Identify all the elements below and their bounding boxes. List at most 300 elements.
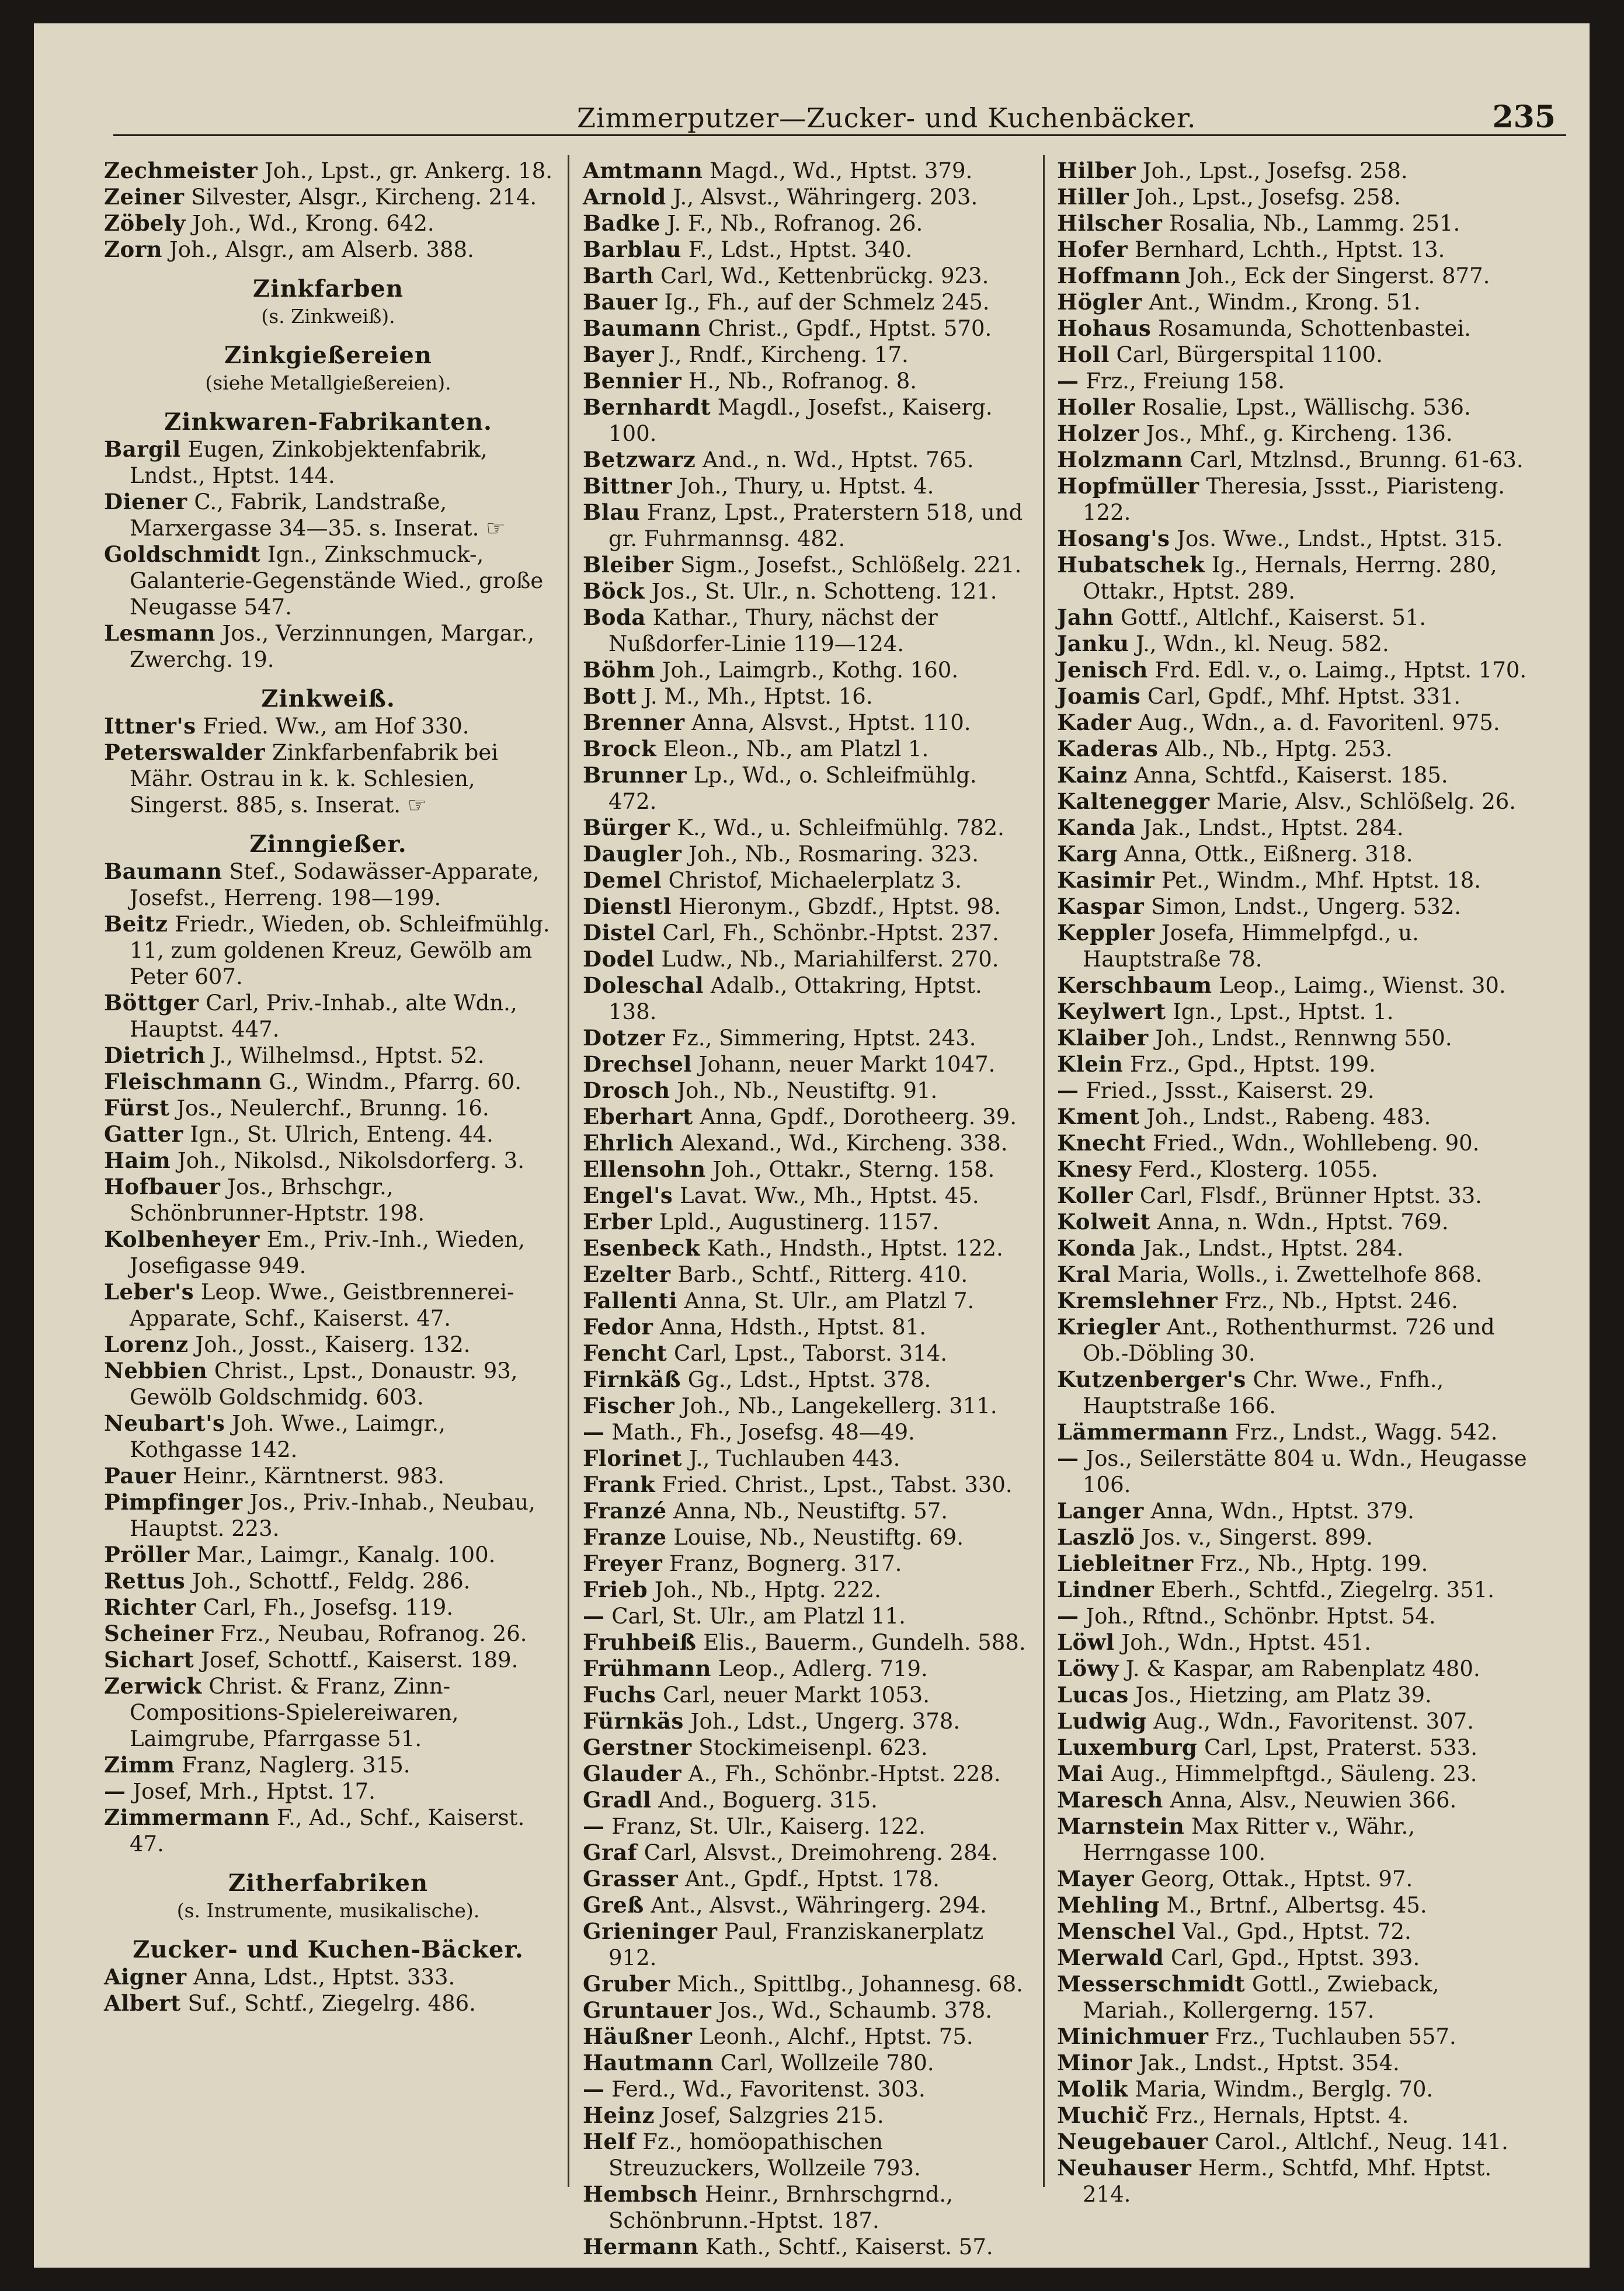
directory-entry <box>1057 1656 1535 1682</box>
entry-name: Häußner <box>583 2024 693 2049</box>
directory-entry <box>583 894 1030 920</box>
directory-entry <box>583 2181 1030 2234</box>
section-cross-reference: (s. Instrumente, musikalische). <box>176 1899 480 1922</box>
entry-name: — <box>583 1813 605 1839</box>
entry-name: Franze <box>583 1524 667 1550</box>
entry-details: Joh., Wd., Krong. 642. <box>185 211 434 236</box>
entry-name: Hiller <box>1057 184 1129 210</box>
entry-name: Betzwarz <box>583 447 696 472</box>
entry-name: Firnkäß <box>583 1367 681 1392</box>
entry-details: Lpld., Augustinerg. 1157. <box>652 1209 940 1235</box>
directory-entry <box>1057 683 1535 710</box>
directory-entry <box>1057 1971 1535 2024</box>
directory-entry <box>583 1761 1030 1787</box>
directory-entry <box>583 1787 1030 1813</box>
directory-entry <box>1057 447 1535 473</box>
entry-details: Jak., Lndst., Hptst. 284. <box>1136 815 1404 840</box>
directory-entry <box>104 1752 552 1778</box>
entry-details: Leonh., Alchf., Hptst. 75. <box>692 2024 973 2049</box>
entry-name: Doleschal <box>583 972 704 998</box>
entry-name: Böck <box>583 578 645 604</box>
entry-details: Lp., Wd., o. Schleifmühlg. 472. <box>608 763 977 814</box>
entry-details: Anna, Alsvst., Hptst. 110. <box>684 710 971 735</box>
entry-details: Jos., Priv.-Inhab., Neubau, Hauptst. 223. <box>130 1490 535 1541</box>
column-divider <box>568 155 569 2187</box>
directory-entry <box>1057 2102 1535 2129</box>
entry-details: Sigm., Josefst., Schlößelg. 221. <box>673 552 1022 578</box>
directory-entry <box>1057 526 1535 552</box>
directory-entry <box>1057 1261 1535 1288</box>
entry-name: Sichart <box>104 1647 194 1673</box>
entry-details: Franz, Bognerg. 317. <box>662 1551 902 1576</box>
directory-entry <box>1057 210 1535 237</box>
entry-name: Molik <box>1057 2076 1128 2102</box>
directory-entry <box>1057 1787 1535 1813</box>
entry-name: Ehrlich <box>583 1130 674 1156</box>
directory-entry <box>1057 762 1535 788</box>
entry-details: Gottf., Altlchf., Kaiserst. 51. <box>1114 605 1427 630</box>
directory-entry <box>583 1367 1030 1393</box>
entry-details: Joh., Thury, u. Hptst. 4. <box>672 474 934 499</box>
entry-details: Jos., Neulerchf., Brunng. 16. <box>169 1096 489 1121</box>
directory-entry <box>583 1472 1030 1498</box>
entry-details: Herm., Schtfd, Mhf. Hptst. 214. <box>1083 2156 1492 2207</box>
directory-entry <box>583 946 1030 972</box>
entry-name: Löwl <box>1057 1629 1115 1655</box>
entry-name: Keylwert <box>1057 999 1166 1024</box>
entry-name: Lindner <box>1057 1577 1154 1602</box>
entry-name: Liebleitner <box>1057 1550 1194 1576</box>
section-heading: Zinngießer. <box>249 830 407 858</box>
entry-name: Kriegler <box>1057 1314 1160 1340</box>
entry-name: Zimm <box>104 1752 175 1778</box>
directory-entry <box>583 237 1030 263</box>
directory-entry <box>104 1778 552 1805</box>
entry-name: Hilber <box>1057 158 1136 183</box>
entry-name: Gerstner <box>583 1734 692 1760</box>
entry-name: — <box>1057 1077 1079 1103</box>
entry-details: Anna, Alsv., Neuwien 366. <box>1163 1788 1457 1813</box>
section-heading: Zinkgießereien <box>224 342 432 369</box>
entry-details: Ant., Windm., Krong. 51. <box>1142 290 1421 315</box>
directory-entry <box>583 736 1030 762</box>
entry-details: Frd. Edl. v., o. Laimg., Hptst. 170. <box>1147 658 1527 683</box>
entry-details: Val., Gpd., Hptst. 72. <box>1176 1919 1411 1944</box>
entry-name: Pimpfinger <box>104 1489 243 1515</box>
entry-name: Gruntauer <box>583 1997 712 2023</box>
entry-name: Brock <box>583 736 657 762</box>
entry-name: Holler <box>1057 394 1135 420</box>
directory-entry <box>1057 1708 1535 1734</box>
entry-name: Fürst <box>104 1095 170 1121</box>
entry-details: F., Ldst., Hptst. 340. <box>681 237 912 262</box>
directory-entry <box>1057 736 1535 762</box>
directory-entry <box>104 1121 552 1148</box>
directory-entry <box>104 739 552 818</box>
entry-name: Helf <box>583 2129 636 2154</box>
directory-entry <box>104 1174 552 1226</box>
entry-details: Joh., Nikolsd., Nikolsdorferg. 3. <box>171 1148 524 1173</box>
entry-details: Alexand., Wd., Kircheng. 338. <box>673 1131 1008 1156</box>
entry-details: A., Fh., Schönbr.-Hptst. 228. <box>681 1761 1001 1786</box>
entry-name: Engel's <box>583 1183 673 1208</box>
entry-name: Florinet <box>583 1445 683 1471</box>
entry-details: Aug., Himmelpftgd., Säuleng. 23. <box>1104 1761 1477 1786</box>
entry-details: Carl, neuer Markt 1053. <box>656 1682 930 1708</box>
directory-entry <box>583 1156 1030 1183</box>
entry-name: Böttger <box>104 990 199 1016</box>
entry-name: Maresch <box>1057 1787 1163 1813</box>
entry-details: Franz, St. Ulr., Kaiserg. 122. <box>604 1814 926 1839</box>
entry-details: Eugen, Zinkobjektenfabrik, Lndst., Hptst. 144. <box>130 437 488 488</box>
entry-details: Jos., Seilerstätte 804 u. Wdn., Heugasse 106. <box>1079 1446 1527 1497</box>
entry-details: Carl, St. Ulr., am Platzl 11. <box>604 1604 906 1629</box>
directory-entry <box>583 1498 1030 1524</box>
directory-entry <box>583 1734 1030 1761</box>
entry-name: Klaiber <box>1057 1025 1149 1051</box>
entry-name: Dienstl <box>583 894 672 919</box>
entry-name: Hopfmüller <box>1057 473 1199 499</box>
entry-name: Drosch <box>583 1077 670 1103</box>
entry-name: Drechsel <box>583 1051 692 1077</box>
entry-details: Frz., Lndst., Wagg. 542. <box>1228 1420 1498 1445</box>
entry-details: J., Tuchlauben 443. <box>682 1446 900 1471</box>
entry-details: Adalb., Ottakring, Hptst. 138. <box>608 973 982 1024</box>
entry-details: Maria, Windm., Berglg. 70. <box>1128 2077 1434 2102</box>
entry-details: Joh., Nb., Langekellerg. 311. <box>674 1393 997 1419</box>
directory-entry <box>583 1577 1030 1603</box>
directory-entry <box>1057 1314 1535 1367</box>
directory-entry <box>1057 342 1535 368</box>
entry-details: Math., Fh., Josefsg. 48—49. <box>604 1420 915 1445</box>
entry-details: Eleon., Nb., am Platzl 1. <box>656 736 929 762</box>
entry-details: J., Alsvst., Währingerg. 203. <box>666 185 978 210</box>
directory-entry <box>583 710 1030 736</box>
entry-details: Christof, Michaelerplatz 3. <box>661 868 962 893</box>
entry-name: Heinz <box>583 2102 655 2128</box>
directory-entry <box>583 1025 1030 1051</box>
directory-entry <box>104 1095 552 1121</box>
directory-entry <box>104 858 552 911</box>
entry-details: J. & Kaspar, am Rabenplatz 480. <box>1119 1656 1480 1681</box>
directory-entry <box>1057 972 1535 999</box>
entry-name: Leber's <box>104 1279 194 1305</box>
entry-details: Carl, Flsdf., Brünner Hptst. 33. <box>1133 1183 1482 1208</box>
directory-entry <box>1057 1866 1535 1892</box>
directory-entry <box>1057 1051 1535 1077</box>
directory-entry <box>1057 1813 1535 1866</box>
entry-details: Joh., Laimgrb., Kothg. 160. <box>655 658 959 683</box>
directory-entry <box>1057 1367 1535 1419</box>
entry-name: Menschel <box>1057 1918 1176 1944</box>
entry-name: Böhm <box>583 657 656 683</box>
entry-name: Luxemburg <box>1057 1734 1198 1760</box>
directory-entry <box>1057 1235 1535 1261</box>
directory-entry <box>583 1603 1030 1629</box>
entry-details: Carl, Wollzeile 780. <box>713 2050 934 2076</box>
directory-entry <box>1057 710 1535 736</box>
entry-details: Carl, Lpst., Taborst. 314. <box>667 1341 948 1366</box>
entry-details: And., Boguerg. 315. <box>651 1788 878 1813</box>
entry-details: M., Brtnf., Albertsg. 45. <box>1159 1893 1427 1918</box>
directory-entry <box>104 1964 552 1990</box>
entry-details: Ign., Lpst., Hptst. 1. <box>1166 999 1394 1024</box>
entry-name: Brunner <box>583 762 687 788</box>
entry-details: Christ., Lpst., Donaustr. 93, Gewölb Goldschmidg. 603. <box>130 1358 518 1410</box>
entry-name: Bayer <box>583 342 655 367</box>
entry-name: Daugler <box>583 841 682 867</box>
entry-name: Baumann <box>583 315 701 341</box>
directory-entry <box>583 1550 1030 1577</box>
entry-details: Kathar., Thury, nächst der Nußdorfer-Linie 119—124. <box>608 605 938 656</box>
entry-name: Fürnkäs <box>583 1708 684 1734</box>
directory-entry <box>1057 315 1535 342</box>
entry-name: Joamis <box>1057 683 1141 709</box>
entry-details: Mich., Spittlbg., Johannesg. 68. <box>670 1972 1023 1997</box>
directory-entry <box>583 184 1030 210</box>
directory-entry <box>583 499 1030 552</box>
entry-details: Fried. Christ., Lpst., Tabst. 330. <box>655 1472 1013 1497</box>
directory-entry <box>1057 289 1535 315</box>
entry-name: Lucas <box>1057 1682 1129 1708</box>
entry-details: Rosalia, Nb., Lammg. 251. <box>1162 211 1460 236</box>
entry-details: Joh., Lpst., gr. Ankerg. 18. <box>258 158 552 183</box>
entry-name: Erber <box>583 1209 653 1235</box>
entry-details: Gottl., Zwieback, Mariah., Kollergerng. 157. <box>1083 1972 1439 2023</box>
entry-details: Fried. Ww., am Hof 330. <box>196 714 470 739</box>
entry-name: Fallenti <box>583 1288 677 1313</box>
entry-details: Anna, Ottk., Eißnerg. 318. <box>1117 842 1413 867</box>
entry-name: Ludwig <box>1057 1708 1147 1734</box>
directory-entry <box>583 158 1030 184</box>
entry-details: J. F., Nb., Rofranog. 26. <box>660 211 923 236</box>
entry-details: Mar., Laimgr., Kanalg. 100. <box>189 1542 496 1567</box>
directory-entry <box>1057 1603 1535 1629</box>
entry-name: Langer <box>1057 1498 1144 1524</box>
entry-details: Joh. Wwe., Laimgr., Kothgasse 142. <box>130 1411 446 1462</box>
entry-name: Muchič <box>1057 2102 1149 2128</box>
directory-entry <box>1057 657 1535 683</box>
entry-details: Frz., Nb., Hptst. 246. <box>1218 1288 1458 1313</box>
directory-entry <box>583 841 1030 867</box>
entry-details: Josefa, Himmelpfgd., u. Hauptstraße 78. <box>1083 920 1419 972</box>
column-1 <box>104 158 552 2017</box>
directory-entry <box>1057 1025 1535 1051</box>
directory-entry <box>583 1629 1030 1656</box>
entry-details: Carl, Fh., Josefsg. 119. <box>196 1595 454 1620</box>
entry-name: Kutzenberger's <box>1057 1367 1246 1392</box>
entry-details: F., Ad., Schf., Kaiserst. 47. <box>130 1805 525 1857</box>
directory-entry <box>104 911 552 990</box>
entry-name: — <box>583 1603 605 1629</box>
directory-entry <box>583 263 1030 289</box>
directory-entry <box>1057 1183 1535 1209</box>
directory-entry <box>1057 2155 1535 2207</box>
entry-name: Koller <box>1057 1183 1133 1208</box>
entry-details: Gg., Ldst., Hptst. 378. <box>680 1367 931 1392</box>
directory-entry <box>104 1463 552 1489</box>
entry-name: Jenisch <box>1057 657 1148 683</box>
entry-name: Zorn <box>104 237 163 262</box>
directory-entry <box>104 489 552 541</box>
entry-details: Heinr., Brnhrschgrnd., Schönbrunn.-Hptst. 187. <box>608 2182 953 2233</box>
entry-name: Janku <box>1057 631 1129 656</box>
entry-name: Holzmann <box>1057 447 1183 472</box>
entry-details: Simon, Lndst., Ungerg. 532. <box>1144 894 1462 919</box>
entry-details: Ig., Hernals, Herrng. 280, Ottakr., Hptst. 289. <box>1083 552 1497 604</box>
entry-name: Arnold <box>583 184 666 210</box>
entry-details: Anna, Schtfd., Kaiserst. 185. <box>1127 763 1448 788</box>
page-header <box>34 79 1590 135</box>
entry-name: Barblau <box>583 237 682 262</box>
section-heading: Zinkwaren-Fabrikanten. <box>164 408 492 436</box>
entry-name: Bittner <box>583 473 672 499</box>
entry-name: Kaderas <box>1057 736 1159 762</box>
entry-details: Theresia, Jssst., Piaristeng. 122. <box>1083 474 1505 525</box>
directory-entry <box>583 1813 1030 1840</box>
entry-name: Fleischmann <box>104 1069 262 1094</box>
entry-details: Barb., Schtf., Ritterg. 410. <box>670 1262 968 1287</box>
entry-details: Jak., Lndst., Hptst. 284. <box>1136 1236 1404 1261</box>
entry-name: Eberhart <box>583 1104 693 1129</box>
directory-page <box>34 23 1590 2268</box>
directory-entry <box>1057 1288 1535 1314</box>
entry-name: Kolbenheyer <box>104 1226 260 1252</box>
entry-name: Karg <box>1057 841 1118 867</box>
entry-details: Carl, Lpst, Praterst. 533. <box>1197 1735 1477 1760</box>
directory-entry <box>104 541 552 620</box>
directory-entry <box>1057 999 1535 1025</box>
entry-details: C., Fabrik, Landstraße, Marxergasse 34—35. s. Inserat. ☞ <box>130 489 506 541</box>
directory-entry <box>104 1673 552 1752</box>
directory-entry <box>1057 473 1535 526</box>
entry-name: Hohaus <box>1057 315 1152 341</box>
entry-details: Joh., Ottakr., Sterng. 158. <box>705 1157 995 1182</box>
entry-details: K., Wd., u. Schleifmühlg. 782. <box>670 815 1004 840</box>
entry-details: Frz., Gpd., Hptst. 199. <box>1123 1052 1376 1077</box>
directory-entry <box>1057 920 1535 972</box>
entry-name: Esenbeck <box>583 1235 701 1261</box>
entry-name: Zöbely <box>104 210 186 236</box>
entry-name: Franzé <box>583 1498 667 1524</box>
entry-details: Alb., Nb., Hptg. 253. <box>1158 736 1393 762</box>
entry-name: Grasser <box>583 1866 679 1892</box>
entry-details: Georg, Ottak., Hptst. 97. <box>1133 1866 1413 1892</box>
entry-details: Carl, Wd., Kettenbrückg. 923. <box>653 263 989 288</box>
entry-name: Ittner's <box>104 713 196 739</box>
entry-name: Aigner <box>104 1964 187 1990</box>
directory-entry <box>583 1209 1030 1235</box>
directory-entry <box>583 342 1030 368</box>
entry-name: Hofer <box>1057 237 1128 262</box>
entry-details: Carl, Bürgerspital 1100. <box>1109 342 1383 367</box>
entry-name: Goldschmidt <box>104 541 261 567</box>
section-heading: Zucker- und Kuchen-Bäcker. <box>133 1936 524 1963</box>
directory-entry <box>1057 1892 1535 1918</box>
directory-entry <box>1057 184 1535 210</box>
directory-entry <box>1057 894 1535 920</box>
directory-entry <box>1057 1577 1535 1603</box>
directory-entry <box>583 1288 1030 1314</box>
entry-name: Konda <box>1057 1235 1136 1261</box>
entry-name: Amtmann <box>583 158 703 183</box>
section-heading: Zitherfabriken <box>228 1869 429 1897</box>
entry-details: Hieronym., Gbzdf., Hptst. 98. <box>672 894 1001 919</box>
entry-name: — <box>583 2076 605 2102</box>
entry-name: Graf <box>583 1840 637 1865</box>
entry-name: Hembsch <box>583 2181 698 2207</box>
directory-entry <box>583 210 1030 237</box>
entry-name: Scheiner <box>104 1621 214 1646</box>
directory-entry <box>583 2024 1030 2050</box>
directory-entry <box>104 237 552 263</box>
column-2 <box>583 158 1030 2260</box>
entry-details: Josef, Schottf., Kaiserst. 189. <box>194 1647 519 1673</box>
directory-entry <box>104 1226 552 1279</box>
entry-name: Löwy <box>1057 1656 1119 1681</box>
entry-name: Merwald <box>1057 1945 1164 1970</box>
entry-name: Frühmann <box>583 1656 711 1681</box>
entry-details: Stef., Sodawässer-Apparate, Josefst., Herreng. 198—199. <box>130 859 540 910</box>
entry-name: Kanda <box>1057 815 1136 840</box>
entry-details: Anna, Wdn., Hptst. 379. <box>1143 1499 1414 1524</box>
entry-name: Demel <box>583 867 662 893</box>
entry-name: Frank <box>583 1472 656 1497</box>
entry-name: Zechmeister <box>104 158 258 183</box>
entry-name: Albert <box>104 1990 181 2016</box>
entry-name: Fuchs <box>583 1682 656 1708</box>
directory-entry <box>583 867 1030 894</box>
directory-entry <box>1057 2050 1535 2076</box>
directory-entry <box>1057 631 1535 657</box>
entry-name: Laszlö <box>1057 1524 1135 1550</box>
entry-details: Louise, Nb., Neustiftg. 69. <box>666 1525 964 1550</box>
directory-entry <box>104 1148 552 1174</box>
page-number: 235 <box>1492 99 1556 135</box>
directory-entry <box>583 1314 1030 1340</box>
column-divider <box>1043 155 1045 2187</box>
entry-details: Carl, Alsvst., Dreimohreng. 284. <box>637 1840 999 1865</box>
entry-name: Distel <box>583 920 656 945</box>
entry-name: Pauer <box>104 1463 176 1489</box>
directory-entry <box>1057 1130 1535 1156</box>
directory-entry <box>583 578 1030 604</box>
entry-name: Gradl <box>583 1787 652 1813</box>
directory-entry <box>1057 1761 1535 1787</box>
column-3 <box>1057 158 1535 2207</box>
entry-details: Ant., Alsvst., Währingerg. 294. <box>644 1893 987 1918</box>
directory-entry <box>104 1647 552 1673</box>
entry-name: Minor <box>1057 2050 1132 2076</box>
entry-name: Dotzer <box>583 1025 665 1051</box>
entry-details: Leop. Wwe., Geistbrennerei-Apparate, Schf., Kaiserst. 47. <box>130 1280 514 1331</box>
entry-name: Haim <box>104 1148 171 1173</box>
directory-entry <box>104 1042 552 1069</box>
directory-entry <box>583 315 1030 342</box>
directory-entry <box>583 1708 1030 1734</box>
directory-entry <box>104 1489 552 1542</box>
directory-entry <box>104 1621 552 1647</box>
entry-name: Hubatschek <box>1057 552 1205 578</box>
entry-details: Jos., St. Ulr., n. Schotteng. 121. <box>645 579 997 604</box>
directory-entry <box>1057 1104 1535 1130</box>
entry-details: Ferd., Wd., Favoritenst. 303. <box>604 2077 926 2102</box>
directory-entry <box>1057 1682 1535 1708</box>
entry-details: Ant., Rothenthurmst. 726 und Ob.-Döbling 30. <box>1083 1315 1495 1366</box>
entry-details: And., n. Wd., Hptst. 765. <box>695 447 974 472</box>
entry-details: Jos., Verzinnungen, Margar., Zwerchg. 19. <box>130 621 534 672</box>
directory-entry <box>583 1445 1030 1472</box>
